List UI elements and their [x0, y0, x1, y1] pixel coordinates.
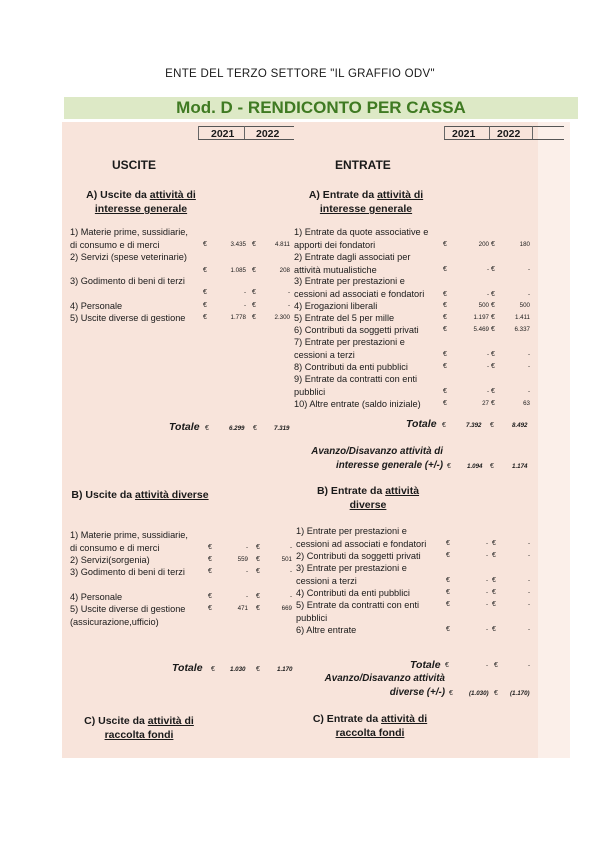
- euro-sign: €: [252, 289, 256, 296]
- euro-sign: €: [491, 388, 495, 395]
- euro-sign: €: [492, 589, 496, 596]
- section-a-entrate-total-2022: 8.492: [512, 422, 528, 429]
- header-rule-left-top: [198, 126, 294, 127]
- line-item-label: 6) Contributi da soggetti privati: [294, 325, 419, 335]
- header-divider: [489, 126, 490, 139]
- euro-sign: €: [491, 363, 495, 370]
- section-b-uscite-total-2021: 1.030: [230, 666, 246, 673]
- line-item-label: 2) Servizi (spese veterinarie): [70, 252, 187, 262]
- line-item-label: 3) Godimento di beni di terzi: [70, 567, 185, 577]
- section-title-link: attività di raccolta fondi: [335, 713, 428, 739]
- section-a-entrate-title: [286, 188, 446, 216]
- euro-sign: €: [256, 544, 260, 551]
- line-item-value-2021: -: [485, 589, 488, 596]
- line-item-value-2021: -: [486, 363, 489, 370]
- euro-sign: €: [445, 662, 449, 669]
- line-item-label: 5) Uscite diverse di gestione: [70, 313, 186, 323]
- euro-sign: €: [494, 662, 498, 669]
- section-a-avanzo-2022: 1.174: [512, 463, 528, 470]
- entrate-heading: ENTRATE: [335, 158, 391, 172]
- line-item-value-2021: -: [243, 302, 246, 309]
- line-item-value-2022: -: [289, 593, 292, 600]
- line-item-value-2021: -: [485, 601, 488, 608]
- euro-sign: €: [491, 291, 495, 298]
- euro-sign: €: [443, 266, 447, 273]
- line-item-value-2021: -: [245, 593, 248, 600]
- euro-sign: €: [256, 568, 260, 575]
- euro-sign: €: [208, 605, 212, 612]
- section-title-link: attività diverse: [135, 489, 209, 501]
- line-item-value-2021: -: [245, 568, 248, 575]
- euro-sign: €: [491, 302, 495, 309]
- line-item-value-2022: 4.811: [274, 241, 290, 248]
- euro-sign: €: [443, 388, 447, 395]
- line-item-value-2022: -: [527, 266, 530, 273]
- section-title-prefix: B) Entrate da: [316, 485, 386, 497]
- line-item-value-2021: -: [486, 291, 489, 298]
- section-a-uscite-total-2021: 6.299: [229, 425, 245, 432]
- line-item-value-2021: -: [486, 351, 489, 358]
- line-item-value-2021: 1.197: [473, 314, 489, 321]
- line-item-label: 4) Contributi da enti pubblici: [296, 588, 410, 598]
- line-item-value-2022: -: [527, 601, 530, 608]
- line-item-label: 5) Entrate da contratti con enti: [296, 600, 420, 610]
- euro-sign: €: [494, 690, 498, 697]
- line-item-label: 2) Contributi da soggetti privati: [296, 551, 421, 561]
- section-title-prefix: B) Uscite da: [71, 489, 136, 501]
- line-item-label: cessioni ad associati e fondatori: [294, 288, 425, 299]
- line-item-value-2021: -: [485, 626, 488, 633]
- uscite-heading: USCITE: [112, 158, 157, 172]
- section-title-prefix: C) Uscite da: [84, 715, 148, 727]
- section-a-entrate-total-2021: 7.392: [466, 422, 482, 429]
- euro-sign: €: [252, 302, 256, 309]
- line-item-value-2021: -: [485, 577, 488, 584]
- section-a-avanzo-label: [250, 445, 443, 473]
- section-title-prefix: A) Uscite da: [86, 189, 150, 201]
- line-item-value-2021: 200: [478, 241, 489, 248]
- avanzo-line: interesse generale (+/-): [336, 460, 443, 471]
- section-b-entrate-total-2021: -: [485, 662, 488, 669]
- euro-sign: €: [443, 400, 447, 407]
- euro-sign: €: [446, 589, 450, 596]
- euro-sign: €: [491, 351, 495, 358]
- line-item-label: cessioni ad associati e fondatori: [296, 538, 427, 549]
- euro-sign: €: [492, 601, 496, 608]
- organization-title: ENTE DEL TERZO SETTORE "IL GRAFFIO ODV": [165, 68, 435, 80]
- table-background: [62, 122, 538, 758]
- section-b-uscite-title: [70, 488, 210, 502]
- euro-sign: €: [203, 314, 207, 321]
- euro-sign: €: [203, 302, 207, 309]
- year-header-2021-uscite: 2021: [211, 128, 235, 140]
- line-item-value-2021: -: [245, 544, 248, 551]
- section-b-uscite-total-2022: 1.170: [277, 666, 293, 673]
- euro-sign: €: [492, 577, 496, 584]
- section-b-avanzo-2022: (1.170): [510, 690, 530, 697]
- section-b-entrate-total-label: Totale: [410, 659, 441, 671]
- line-item-value-2022: 63: [523, 400, 530, 407]
- year-header-2021-entrate: 2021: [452, 128, 476, 140]
- line-item-value-2021: -: [486, 388, 489, 395]
- line-item-value-2021: 500: [478, 302, 489, 309]
- section-b-entrate-total-2022: -: [527, 662, 530, 669]
- line-item-value-2021: -: [485, 540, 488, 547]
- line-item-label: 3) Entrate per prestazioni e: [296, 563, 407, 573]
- euro-sign: €: [447, 463, 451, 470]
- euro-sign: €: [490, 463, 494, 470]
- euro-sign: €: [253, 425, 257, 432]
- line-item-value-2022: -: [527, 388, 530, 395]
- line-item-label: 2) Servizi(sorgenia): [70, 555, 150, 565]
- euro-sign: €: [492, 626, 496, 633]
- year-header-2022-entrate: 2022: [497, 128, 521, 140]
- euro-sign: €: [491, 400, 495, 407]
- euro-sign: €: [491, 241, 495, 248]
- header-divider: [532, 126, 533, 139]
- euro-sign: €: [208, 568, 212, 575]
- line-item-value-2022: 1.411: [514, 314, 530, 321]
- document-title: Mod. D - RENDICONTO PER CASSA: [176, 98, 466, 117]
- section-b-entrate-title: [298, 484, 438, 512]
- euro-sign: €: [492, 552, 496, 559]
- line-item-value-2021: 5.469: [473, 326, 489, 333]
- avanzo-line: Avanzo/Disavanzo attività: [324, 673, 445, 684]
- line-item-label: 8) Contributi da enti pubblici: [294, 362, 408, 372]
- line-item-label: cessioni a terzi: [294, 349, 355, 360]
- line-item-label: (assicurazione,ufficio): [70, 616, 159, 627]
- euro-sign: €: [446, 552, 450, 559]
- section-a-uscite-total-2022: 7.319: [274, 425, 290, 432]
- line-item-value-2022: 208: [279, 267, 290, 274]
- line-item-label: 4) Erogazioni liberali: [294, 301, 378, 311]
- euro-sign: €: [252, 267, 256, 274]
- section-a-entrate-total-label: Totale: [406, 418, 437, 430]
- euro-sign: €: [490, 422, 494, 429]
- line-item-value-2021: 559: [237, 556, 248, 563]
- section-a-uscite-total-label: Totale: [169, 421, 200, 433]
- euro-sign: €: [256, 593, 260, 600]
- euro-sign: €: [443, 291, 447, 298]
- section-title-prefix: A) Entrate da: [308, 189, 378, 201]
- euro-sign: €: [252, 314, 256, 321]
- year-header-2022-uscite: 2022: [256, 128, 280, 140]
- line-item-label: 5) Entrate del 5 per mille: [294, 313, 395, 323]
- euro-sign: €: [443, 326, 447, 333]
- line-item-label: attività mutualistiche: [294, 264, 377, 275]
- euro-sign: €: [252, 241, 256, 248]
- header-divider: [444, 126, 445, 139]
- line-item-label: 1) Entrate da quote associative e: [294, 227, 429, 237]
- euro-sign: €: [256, 556, 260, 563]
- avanzo-line: diverse (+/-): [389, 687, 445, 698]
- line-item-value-2022: -: [527, 540, 530, 547]
- section-b-avanzo-label: [270, 672, 445, 700]
- line-item-label: 6) Altre entrate: [296, 625, 357, 635]
- section-c-entrate-title: [300, 712, 440, 740]
- euro-sign: €: [256, 666, 260, 673]
- line-item-value-2021: -: [486, 266, 489, 273]
- line-item-value-2022: 500: [519, 302, 530, 309]
- line-item-label: 3) Godimento di beni di terzi: [70, 276, 185, 286]
- euro-sign: €: [491, 266, 495, 273]
- section-a-avanzo-2021: 1.094: [467, 463, 483, 470]
- euro-sign: €: [443, 351, 447, 358]
- line-item-value-2022: -: [527, 351, 530, 358]
- euro-sign: €: [205, 425, 209, 432]
- line-item-value-2022: -: [289, 568, 292, 575]
- line-item-label: di consumo e di merci: [70, 239, 160, 250]
- euro-sign: €: [443, 363, 447, 370]
- avanzo-line: Avanzo/Disavanzo attività di: [311, 446, 443, 457]
- euro-sign: €: [492, 540, 496, 547]
- line-item-value-2022: -: [527, 552, 530, 559]
- line-item-value-2022: 180: [519, 241, 530, 248]
- line-item-label: cessioni a terzi: [296, 575, 357, 586]
- header-divider: [198, 126, 199, 139]
- euro-sign: €: [203, 267, 207, 274]
- section-b-avanzo-2021: (1.030): [469, 690, 489, 697]
- line-item-value-2021: 3.435: [230, 241, 246, 248]
- line-item-value-2021: 471: [237, 605, 248, 612]
- euro-sign: €: [449, 690, 453, 697]
- euro-sign: €: [491, 326, 495, 333]
- line-item-label: 2) Entrate dagli associati per: [294, 252, 411, 262]
- line-item-label: pubblici: [294, 386, 326, 397]
- euro-sign: €: [256, 605, 260, 612]
- line-item-value-2021: 1.778: [230, 314, 246, 321]
- section-title-link: attività diverse: [349, 485, 420, 511]
- line-item-value-2022: -: [287, 302, 290, 309]
- line-item-value-2022: -: [527, 626, 530, 633]
- line-item-label: 4) Personale: [70, 592, 123, 602]
- line-item-label: apporti dei fondatori: [294, 239, 376, 250]
- euro-sign: €: [443, 314, 447, 321]
- section-title-link: attività di raccolta fondi: [104, 715, 194, 741]
- line-item-value-2022: 6.337: [514, 326, 530, 333]
- line-item-value-2022: -: [527, 291, 530, 298]
- line-item-label: 1) Materie prime, sussidiarie,: [70, 227, 188, 237]
- line-item-label: 10) Altre entrate (saldo iniziale): [294, 399, 421, 409]
- line-item-value-2022: -: [527, 589, 530, 596]
- section-c-uscite-title: [64, 714, 214, 742]
- line-item-value-2021: 1.085: [230, 267, 246, 274]
- euro-sign: €: [203, 241, 207, 248]
- euro-sign: €: [208, 593, 212, 600]
- euro-sign: €: [211, 666, 215, 673]
- line-item-label: 1) Entrate per prestazioni e: [296, 526, 407, 536]
- euro-sign: €: [446, 626, 450, 633]
- euro-sign: €: [491, 314, 495, 321]
- header-rule-right-top: [444, 126, 564, 127]
- header-divider: [244, 126, 245, 139]
- line-item-value-2021: -: [485, 552, 488, 559]
- euro-sign: €: [446, 601, 450, 608]
- line-item-value-2021: -: [243, 289, 246, 296]
- euro-sign: €: [208, 544, 212, 551]
- section-title-link: attività di interesse generale: [319, 189, 424, 215]
- line-item-label: 4) Personale: [70, 301, 123, 311]
- line-item-value-2022: 501: [281, 556, 292, 563]
- section-title-link: attività di interesse generale: [94, 189, 196, 215]
- section-b-uscite-total-label: Totale: [172, 662, 203, 674]
- line-item-label: 1) Materie prime, sussidiarie,: [70, 530, 188, 540]
- euro-sign: €: [446, 540, 450, 547]
- line-item-label: 5) Uscite diverse di gestione: [70, 604, 186, 614]
- line-item-value-2022: -: [289, 544, 292, 551]
- section-title-prefix: C) Entrate da: [312, 713, 382, 725]
- line-item-label: 3) Entrate per prestazioni e: [294, 276, 405, 286]
- line-item-value-2022: -: [287, 289, 290, 296]
- line-item-label: di consumo e di merci: [70, 542, 160, 553]
- table-background-right: [538, 122, 570, 758]
- euro-sign: €: [443, 241, 447, 248]
- euro-sign: €: [442, 422, 446, 429]
- line-item-label: 9) Entrate da contratti con enti: [294, 374, 418, 384]
- line-item-value-2022: 669: [281, 605, 292, 612]
- line-item-label: 7) Entrate per prestazioni e: [294, 337, 405, 347]
- line-item-value-2022: 2.300: [274, 314, 290, 321]
- line-item-value-2021: 27: [482, 400, 489, 407]
- euro-sign: €: [208, 556, 212, 563]
- euro-sign: €: [446, 577, 450, 584]
- line-item-label: pubblici: [296, 612, 328, 623]
- line-item-value-2022: -: [527, 577, 530, 584]
- euro-sign: €: [443, 302, 447, 309]
- line-item-value-2022: -: [527, 363, 530, 370]
- euro-sign: €: [203, 289, 207, 296]
- section-a-uscite-title: [66, 188, 216, 216]
